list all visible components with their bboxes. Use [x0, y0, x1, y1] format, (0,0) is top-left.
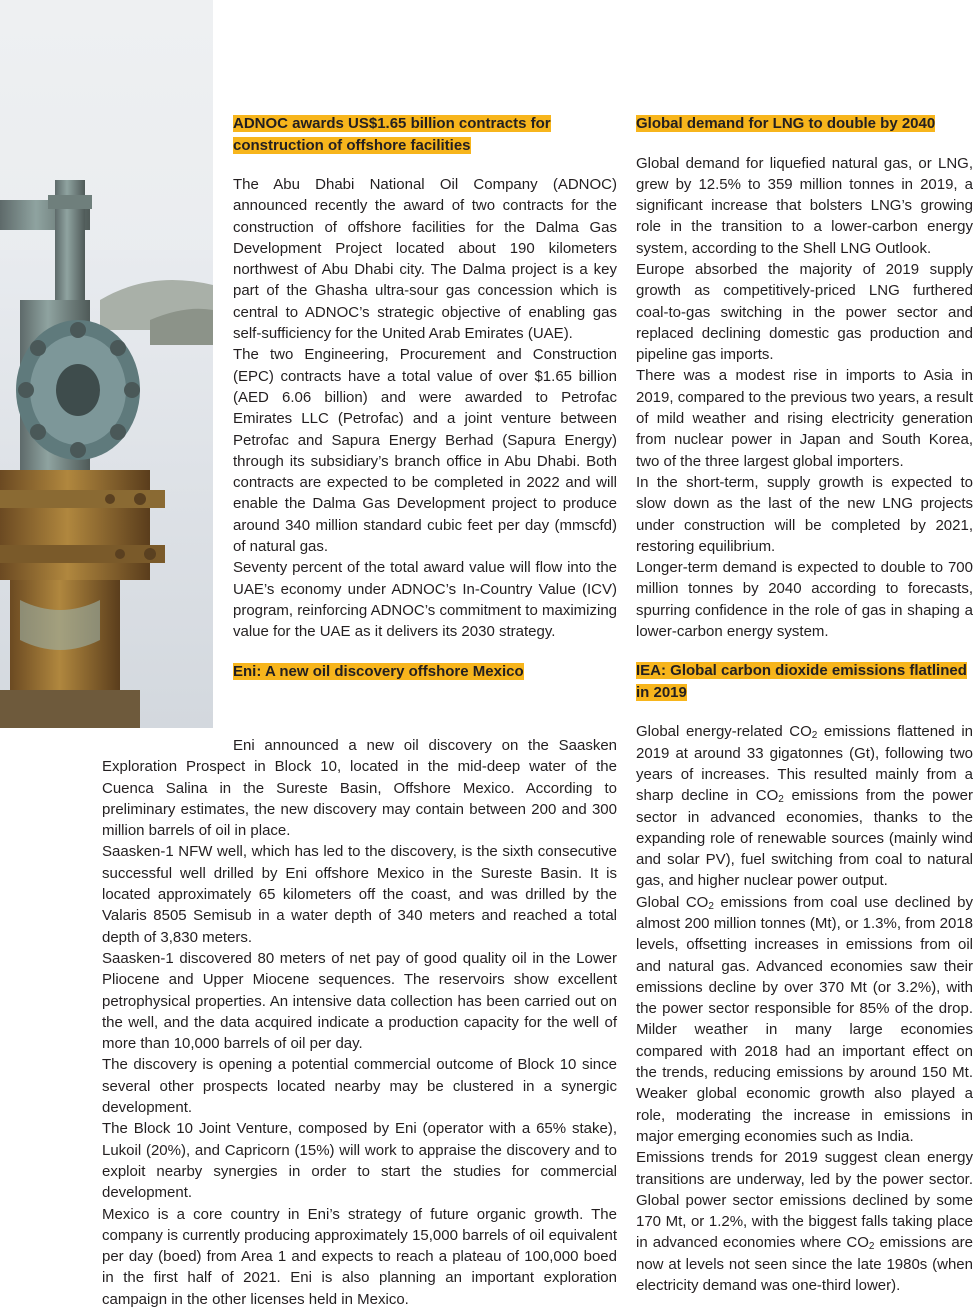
- eni-paragraph-3: Saasken-1 discovered 80 meters of net pay of good quality oil in the Lower Pliocene and Upper Miocene sequences. The reservoirs show excellent petrophysical properties. An intensive data collection has been carried out on the well, and the data acquired indicate a production capacity for the well of more than 10,000 barrels of oil per day.: [102, 949, 617, 1053]
- eni-paragraph-6: Mexico is a core country in Eni’s strategy of future organic growth. The company is currently producing approximately 15,000 barrels of oil equivalent per day (boed) from Area 1 and expects to reach a plateau of 100,000 boed in the first half of 2021. Eni is also planning an important exploration campaign in the other licenses held in Mexico.: [102, 1205, 617, 1308]
- lng-paragraph-5: Longer-term demand is expected to double to 700 million tonnes by 2040 according to forecasts, spurring confidence in the role of gas in shaping a lower-carbon energy system.: [636, 559, 973, 641]
- lng-paragraph-4: In the short-term, supply growth is expected to slow down as the last of the new LNG projects under construction will be completed by 2021, restoring equilibrium.: [636, 473, 973, 555]
- iea-paragraph-2: Global $CO_2$ emissions from coal use declined by almost 200 million tonnes (Mt), or 1.3%, from 2018 levels, offsetting increases in emissions from oil and natural gas. Advanced economies saw their emissions decline by over 370 Mt (or 3.2%), with the power sector responsible for 85% of the drop. Milder weather in many large economies compared with 2018 had an important effect on the trends, reducing emissions by around 150 Mt. Weaker global economic growth also played a role, moderating the increase in emissions in major emerging economies such as India.: [636, 893, 973, 1145]
- wellhead-photo: [0, 0, 213, 728]
- lng-headline: Global demand for LNG to double by 2040: [636, 115, 936, 132]
- eni-paragraph-2: Saasken-1 NFW well, which has led to the discovery, is the sixth consecutive successful well drilled by Eni offshore Mexico in the Sureste Basin. It is located approximately 65 kilometers off the coast, and was drilled by the Valaris 8505 Semisub in a water depth of 340 meters and reached a total depth of 3,830 meters.: [102, 843, 617, 946]
- eni-article-body: [102, 735, 617, 1310]
- eni-headline: Eni: A new oil discovery offshore Mexico: [233, 662, 524, 680]
- iea-paragraph-1: Global energy-related $CO_2$ emissions flattened in 2019 at around 33 gigatonnes (Gt), following two years of increases. This resulted mainly from a sharp decline in $CO_2$ emissions from the power sector in advanced economies, thanks to the expanding role of renewable sources (mainly wind and solar PV), fuel switching from coal to natural gas, and higher nuclear power output.: [636, 723, 973, 890]
- column-right: [636, 113, 973, 1296]
- adnoc-paragraph-2: The two Engineering, Procurement and Construction (EPC) contracts have a total value of over $1.65 billion (AED 6.06 billion) and were awarded to Petrofac Emirates LLC (Petrofac) and a joint venture between Petrofac and Sapura Energy Berhad (Sapura Energy) through its subsidiary’s branch office in Abu Dhabi. Both contracts are expected to be completed in 2022 and will enable the Dalma Gas Development project to produce around 340 million standard cubic feet per day (mmscfd) of natural gas.: [233, 346, 617, 556]
- eni-paragraph-1: Eni announced a new oil discovery on the Saasken Exploration Prospect in Block 10, located in the mid-deep water of the Cuenca Salina in the Sureste Basin, Offshore Mexico. According to preliminary estimates, the new discovery may contain between 200 and 300 million barrels of oil in place.: [102, 737, 617, 840]
- eni-paragraph-4: The discovery is opening a potential commercial outcome of Block 10 since several other prospects located nearby may be clustered in a synergic development.: [102, 1056, 617, 1117]
- lng-paragraph-2: Europe absorbed the majority of 2019 supply growth as competitively-priced LNG furthered coal-to-gas switching in the power sector and replaced declining domestic gas production and pipeline gas imports.: [636, 260, 973, 364]
- adnoc-paragraph-3: Seventy percent of the total award value will flow into the UAE’s economy under ADNOC’s In-Country Value (ICV) program, reinforcing ADNOC’s commitment to maximizing value for the UAE as it delivers its 2030 strategy.: [233, 559, 618, 641]
- lng-paragraph-3: There was a modest rise in imports to Asia in 2019, compared to the previous two years, a result of mild weather and rising electricity generation from nuclear power in Japan and South Korea, two of the three largest global importers.: [636, 367, 973, 470]
- adnoc-paragraph-1: The Abu Dhabi National Oil Company (ADNOC) announced recently the award of two contracts for the construction of offshore facilities for the Dalma Gas Development Project located about 190 kilometers northwest of Abu Dhabi city. The Dalma project is a key part of the Ghasha ultra-sour gas concession which is central to ADNOC’s strategic objective of enabling gas self-sufficiency for the United Arab Emirates (UAE).: [233, 176, 617, 343]
- eni-paragraph-5: The Block 10 Joint Venture, composed by Eni (operator with a 65% stake), Lukoil (20%), and Capricorn (15%) will work to appraise the discovery and to exploit nearby synergies in order to start the studies for commercial development.: [102, 1120, 617, 1202]
- column-left: [233, 113, 617, 682]
- iea-headline: IEA: Global carbon dioxide emissions flatlined in 2019: [636, 662, 967, 701]
- lng-paragraph-1: Global demand for liquefied natural gas, or LNG, grew by 12.5% to 359 million tonnes in 2019, a significant increase that bolsters LNG’s growing role in the transition to a lower-carbon energy system, according to the Shell LNG Outlook.: [636, 154, 973, 257]
- adnoc-headline: ADNOC awards US$1.65 billion contracts for construction of offshore facilities: [233, 115, 551, 154]
- iea-paragraph-3: Emissions trends for 2019 suggest clean energy transitions are underway, led by the power sector. Global power sector emissions declined by some 170 Mt, or 1.2%, with the biggest falls taking place in advanced economies where $CO_2$ emissions are now at levels not seen since the late 1980s (when electricity demand was one-third lower).: [636, 1149, 973, 1295]
